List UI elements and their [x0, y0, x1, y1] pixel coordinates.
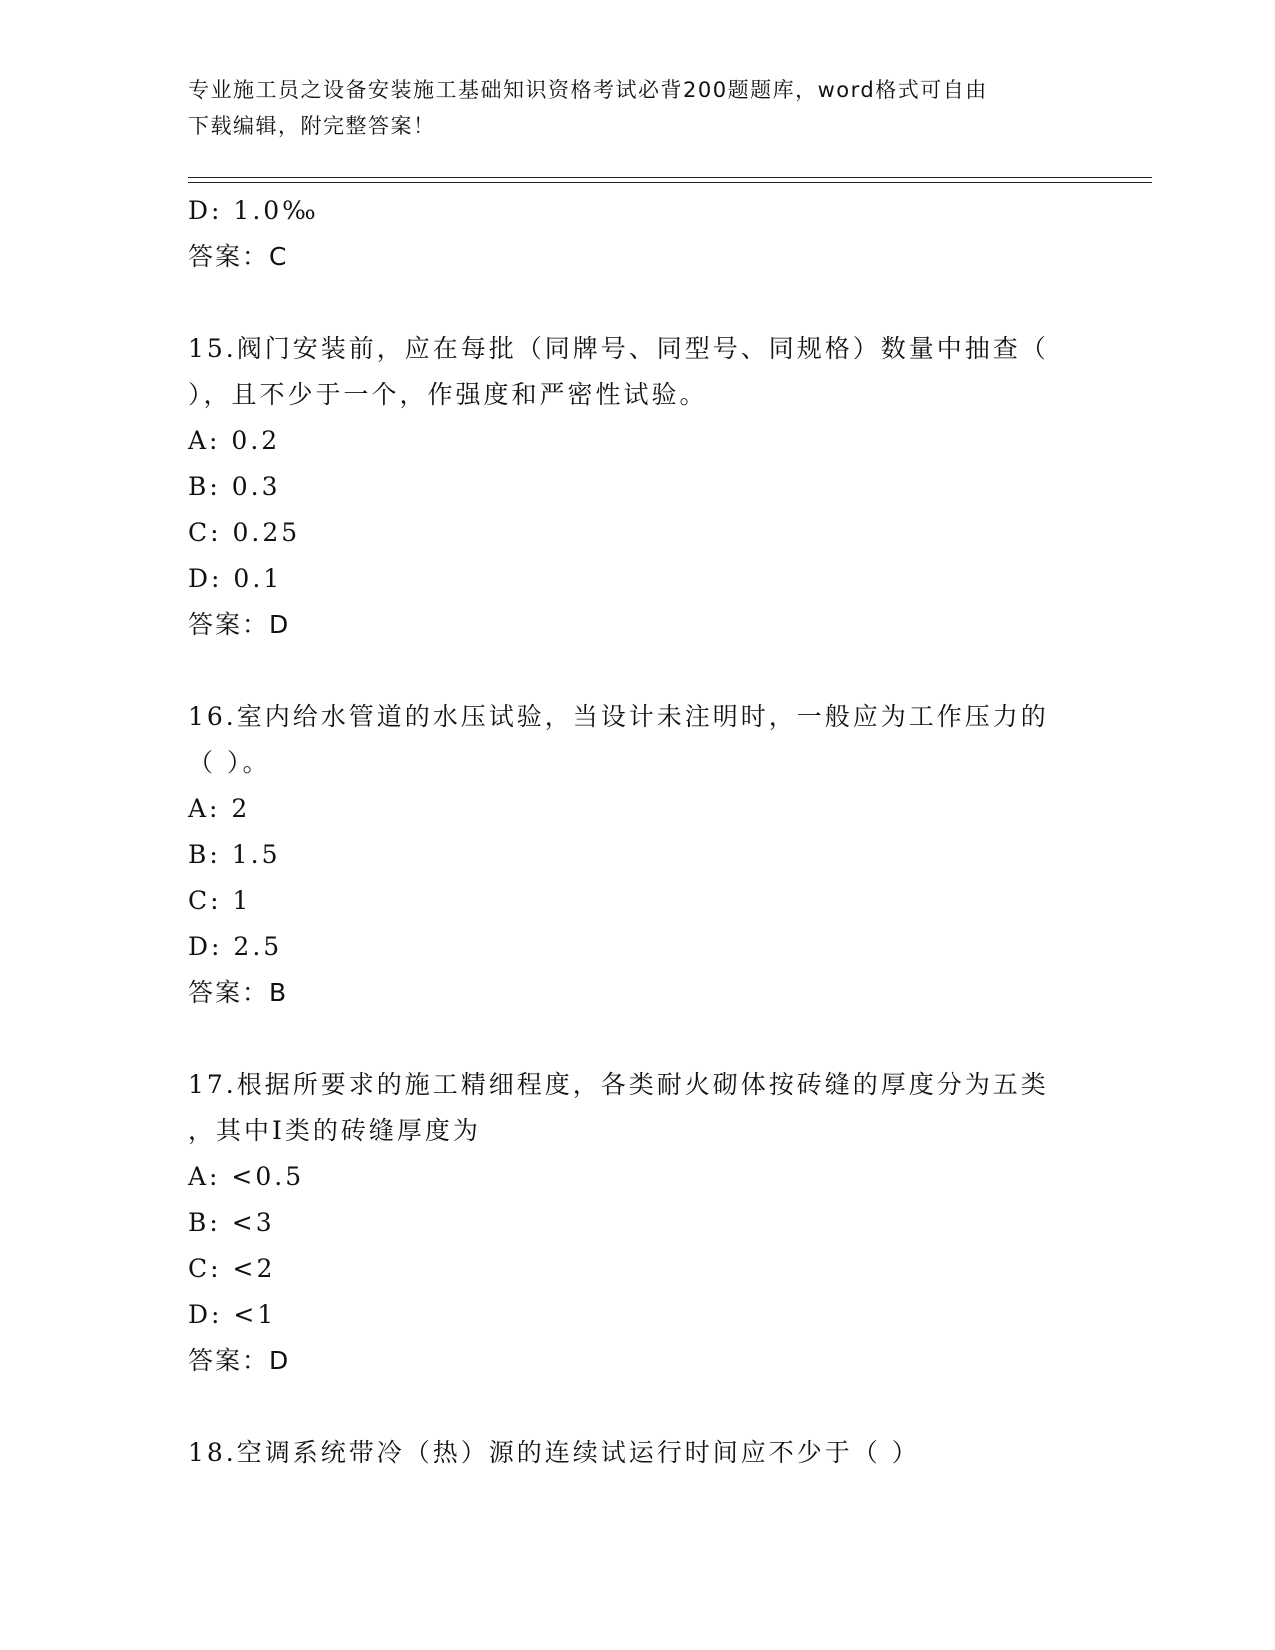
option-a: A: 2 [188, 794, 251, 823]
question-16 [188, 694, 1108, 1016]
option-a: A: 0.2 [188, 426, 281, 455]
header-divider-top [188, 177, 1152, 178]
option-d: D: <1 [188, 1300, 277, 1329]
spacer [188, 1016, 1108, 1062]
question-list [188, 188, 1108, 1476]
header-line-1: 专业施工员之设备安装施工基础知识资格考试必背200题题库，word格式可自由 [188, 78, 988, 102]
answer: 答案：D [188, 610, 291, 639]
question-stem: 18.空调系统带冷（热）源的连续试运行时间应不少于（ ） [188, 1438, 920, 1467]
option-a: A: <0.5 [188, 1162, 305, 1191]
header-line-2: 下载编辑，附完整答案！ [188, 114, 436, 138]
option-c: C: 0.25 [188, 518, 301, 547]
answer: 答案：B [188, 978, 289, 1007]
option-b: B: 1.5 [188, 840, 281, 869]
option-d: D: 2.5 [188, 932, 283, 961]
question-stem-cont: ），且不少于一个，作强度和严密性试验。 [188, 380, 708, 409]
spacer [188, 1384, 1108, 1430]
document-header [188, 72, 1088, 144]
spacer [188, 280, 1108, 326]
option-c: C: <2 [188, 1254, 276, 1283]
question-stem-cont: ，其中Ⅰ类的砖缝厚度为 [188, 1116, 481, 1145]
question-stem-cont: （ ）。 [188, 748, 271, 777]
question-stem: 15.阀门安装前，应在每批（同牌号、同型号、同规格）数量中抽查（ [188, 334, 1049, 363]
option-b: B: 0.3 [188, 472, 281, 501]
prev-option-d: D: 1.0‰ [188, 196, 319, 225]
option-c: C: 1 [188, 886, 252, 915]
answer: 答案：D [188, 1346, 291, 1375]
question-18 [188, 1430, 1108, 1476]
question-15 [188, 326, 1108, 648]
option-d: D: 0.1 [188, 564, 283, 593]
question-17 [188, 1062, 1108, 1384]
option-b: B: <3 [188, 1208, 275, 1237]
spacer [188, 648, 1108, 694]
prev-answer: 答案：C [188, 242, 289, 271]
question-stem: 16.室内给水管道的水压试验，当设计未注明时，一般应为工作压力的 [188, 702, 1049, 731]
header-divider-bottom [188, 182, 1152, 183]
question-stem: 17.根据所要求的施工精细程度，各类耐火砌体按砖缝的厚度分为五类 [188, 1070, 1049, 1099]
